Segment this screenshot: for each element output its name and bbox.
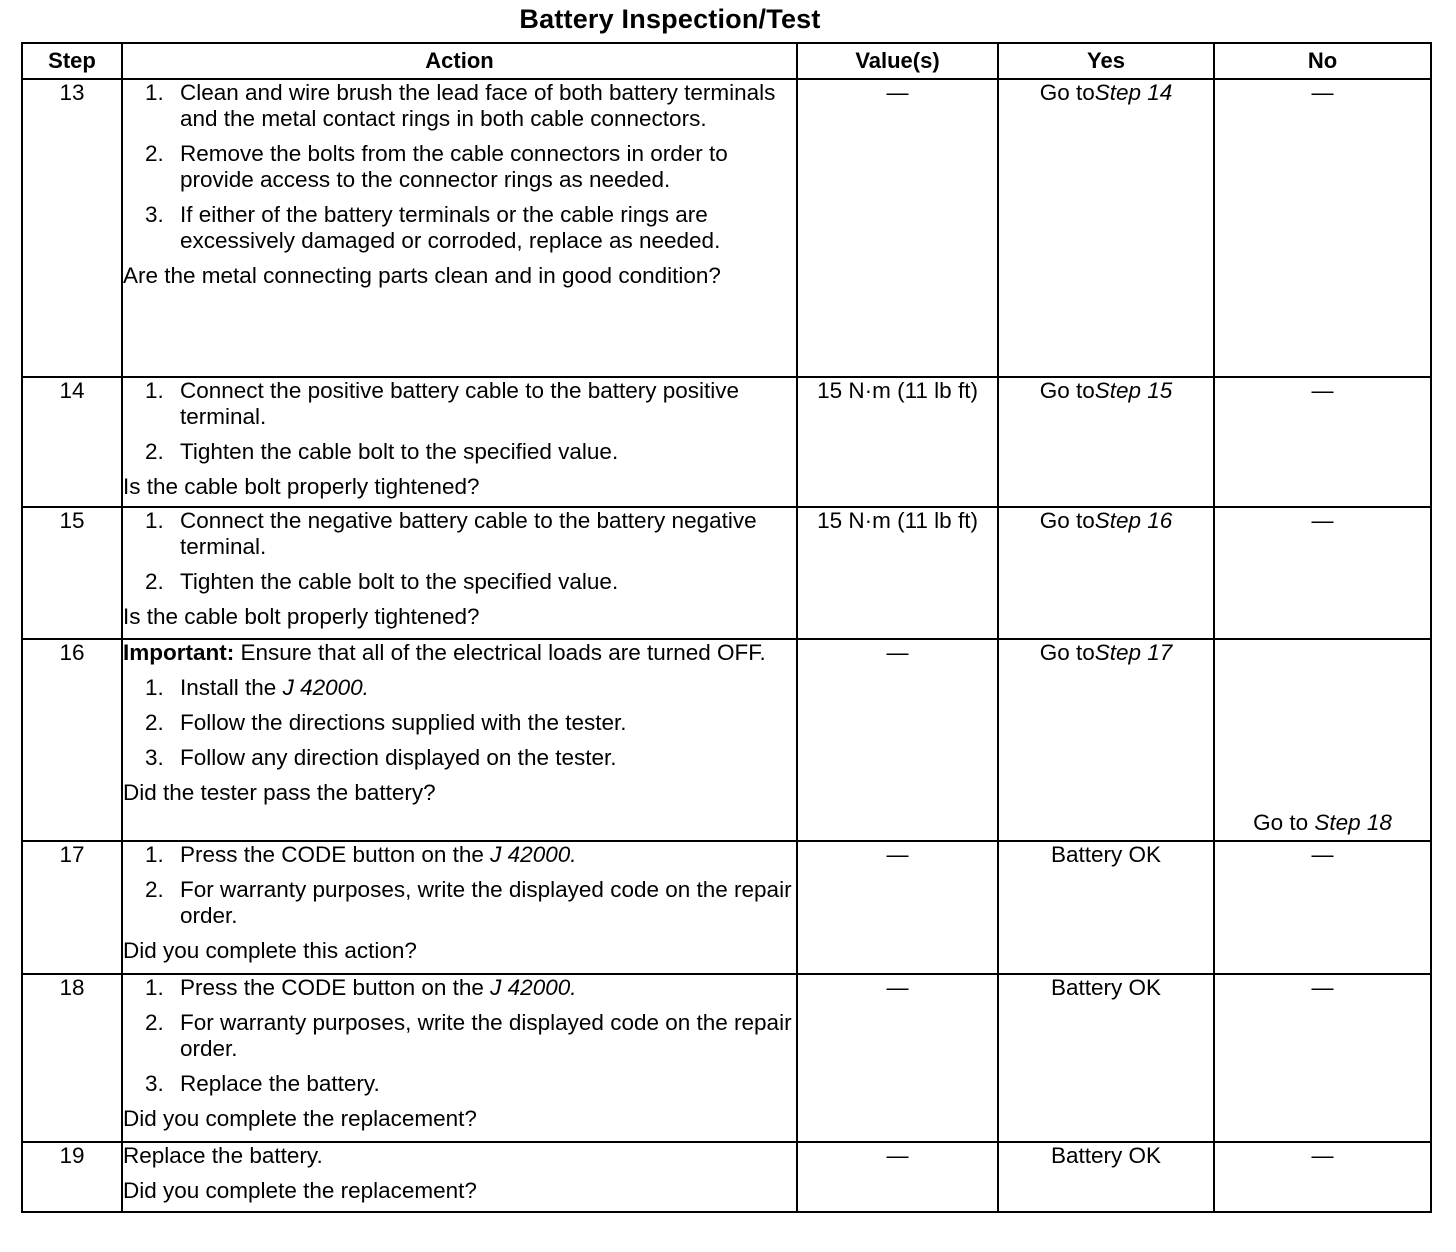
action-item: 1. Install the J 42000. [145,675,369,700]
no-cell: — [1214,79,1431,377]
value-cell: — [797,841,998,974]
value-cell: 15 N·m (11 lb ft) [797,507,998,639]
action-item: 1. Press the CODE button on the J 42000. [145,842,577,867]
yes-cell: Go toStep 17 [998,639,1214,841]
table-header-row [22,43,1431,79]
tool-name: J 42000. [490,975,577,1000]
header-values: Value(s) [797,43,998,79]
action-item: 1. Press the CODE button on the J 42000. [145,975,577,1000]
action-question: Are the metal connecting parts clean and in good condition? [123,263,721,288]
action-question: Did the tester pass the battery? [123,780,436,805]
action-cell [122,377,797,507]
no-cell: Go to Step 18 [1214,639,1431,841]
action-item: 2. Tighten the cable bolt to the specified value. [145,569,619,594]
action-cell [122,841,797,974]
table-row [22,974,1431,1142]
yes-cell: Battery OK [998,974,1214,1142]
table-row [22,79,1431,377]
header-no: No [1214,43,1431,79]
no-cell: — [1214,377,1431,507]
action-item: 2. For warranty purposes, write the displayed code on the repair order. [145,1010,792,1061]
table-row [22,1142,1431,1212]
battery-test-table [21,42,1432,1213]
step-link[interactable]: Step 18 [1314,810,1392,835]
important-note: Important: Ensure that all of the electrical loads are turned OFF. [123,640,766,665]
action-item: 3. Replace the battery. [145,1071,380,1096]
step-number: 16 [22,639,122,841]
action-text: Replace the battery. [123,1143,323,1168]
action-item: 1. Connect the negative battery cable to the battery negative terminal. [145,508,757,559]
step-link[interactable]: Step 14 [1094,80,1173,105]
yes-cell: Battery OK [998,1142,1214,1212]
step-number: 19 [22,1142,122,1212]
header-yes: Yes [998,43,1214,79]
action-question: Is the cable bolt properly tightened? [123,604,480,629]
step-number: 18 [22,974,122,1142]
step-number: 13 [22,79,122,377]
action-cell [122,79,797,377]
action-question: Did you complete the replacement? [123,1178,477,1203]
no-cell: — [1214,974,1431,1142]
action-cell [122,639,797,841]
table-row [22,841,1431,974]
step-link[interactable]: Step 15 [1094,378,1173,403]
action-item: 2. For warranty purposes, write the displayed code on the repair order. [145,877,792,928]
value-cell: — [797,1142,998,1212]
step-number: 17 [22,841,122,974]
action-item: 2. Remove the bolts from the cable connectors in order to provide access to the connector rings as needed. [145,141,728,192]
no-cell: — [1214,507,1431,639]
tool-name: J 42000. [282,675,369,700]
action-cell [122,507,797,639]
no-cell: — [1214,1142,1431,1212]
step-link[interactable]: Step 17 [1094,640,1173,665]
action-cell [122,1142,797,1212]
yes-cell: Go toStep 16 [998,507,1214,639]
action-question: Did you complete this action? [123,938,417,963]
action-cell [122,974,797,1142]
no-cell: — [1214,841,1431,974]
page-title: Battery Inspection/Test [519,4,821,34]
value-cell: 15 N·m (11 lb ft) [797,377,998,507]
table-row [22,507,1431,639]
step-link[interactable]: Step 16 [1094,508,1173,533]
header-step: Step [22,43,122,79]
action-item: 1. Connect the positive battery cable to the battery positive terminal. [145,378,740,429]
header-action: Action [122,43,797,79]
action-item: 3. Follow any direction displayed on the tester. [145,745,617,770]
action-question: Did you complete the replacement? [123,1106,477,1131]
table-row [22,639,1431,841]
step-number: 15 [22,507,122,639]
yes-cell: Go toStep 15 [998,377,1214,507]
action-item: 2. Follow the directions supplied with the tester. [145,710,627,735]
action-item: 1. Clean and wire brush the lead face of both battery terminals and the metal contact rings in both cable connectors. [145,80,776,131]
action-item: 3. If either of the battery terminals or the cable rings are excessively damaged or corroded, replace as needed. [145,202,721,253]
yes-cell: Go toStep 14 [998,79,1214,377]
value-cell: — [797,639,998,841]
table-row [22,377,1431,507]
action-question: Is the cable bolt properly tightened? [123,474,480,499]
action-item: 2. Tighten the cable bolt to the specified value. [145,439,619,464]
yes-cell: Battery OK [998,841,1214,974]
value-cell: — [797,79,998,377]
value-cell: — [797,974,998,1142]
step-number: 14 [22,377,122,507]
tool-name: J 42000. [490,842,577,867]
